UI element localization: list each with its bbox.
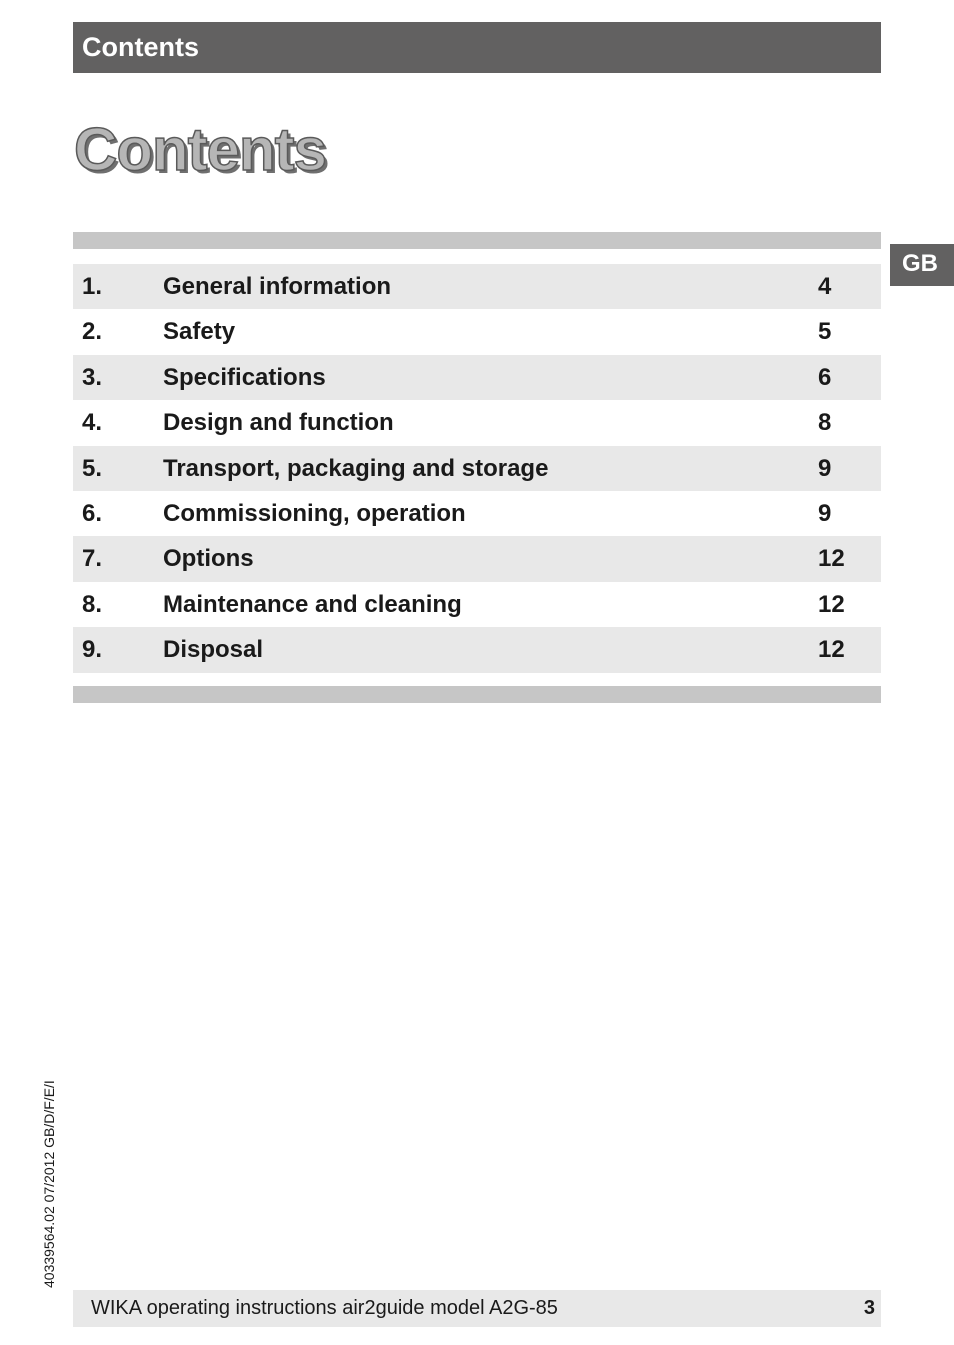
toc-page: 12	[818, 545, 845, 573]
toc-row[interactable]	[73, 400, 881, 445]
toc-number: 3.	[82, 363, 103, 391]
toc-title: General information	[163, 273, 392, 300]
toc-row[interactable]	[73, 264, 881, 309]
toc-page: 12	[818, 590, 845, 618]
toc-row[interactable]	[73, 355, 881, 400]
toc-row[interactable]	[73, 582, 881, 627]
toc-page: 4	[818, 273, 832, 300]
toc-page: 5	[818, 318, 832, 346]
toc-title: Commissioning, operation	[163, 499, 466, 527]
toc-number: 1.	[82, 273, 103, 300]
toc-number: 7.	[82, 545, 103, 573]
footer	[73, 1290, 881, 1327]
toc-row[interactable]	[73, 491, 881, 536]
toc-title: Options	[163, 545, 254, 573]
toc-number: 2.	[82, 318, 103, 346]
footer-text: WIKA operating instructions air2guide model A2G-85	[91, 1297, 558, 1319]
toc-row[interactable]	[73, 446, 881, 491]
toc-number: 6.	[82, 499, 103, 527]
running-header	[73, 22, 881, 73]
toc-row[interactable]	[73, 536, 881, 581]
page-title: Contents	[74, 116, 326, 183]
toc-title: Specifications	[163, 363, 326, 391]
toc-title: Design and function	[163, 409, 394, 437]
toc-title: Safety	[163, 318, 236, 346]
toc-bottom-rule	[73, 686, 881, 703]
running-header-title: Contents	[82, 32, 199, 62]
toc-row[interactable]	[73, 309, 881, 354]
page-number: 3	[863, 1297, 875, 1319]
toc-number: 5.	[82, 454, 103, 482]
toc-number: 8.	[82, 590, 103, 618]
toc-page: 9	[818, 499, 832, 527]
toc-page: 8	[818, 409, 832, 437]
toc-number: 4.	[82, 409, 103, 437]
toc-page: 12	[818, 636, 845, 664]
toc-row[interactable]	[73, 627, 881, 672]
toc-title: Disposal	[163, 636, 264, 664]
language-tab	[890, 244, 954, 286]
table-of-contents	[73, 264, 881, 673]
toc-top-rule	[73, 232, 881, 249]
toc-title: Transport, packaging and storage	[163, 454, 549, 482]
toc-page: 9	[818, 454, 832, 482]
language-tab-label: GB	[902, 250, 938, 277]
toc-page: 6	[818, 363, 832, 391]
toc-title: Maintenance and cleaning	[163, 590, 462, 618]
document-number: 40339564.02 07/2012 GB/D/F/E/I	[41, 1080, 57, 1288]
toc-number: 9.	[82, 636, 103, 664]
